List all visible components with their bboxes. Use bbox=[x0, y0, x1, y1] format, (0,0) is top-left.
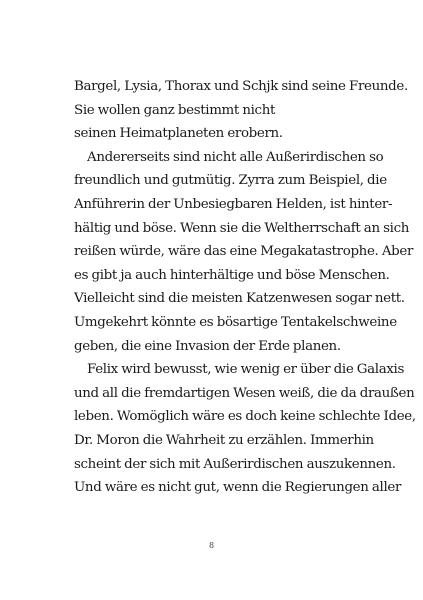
text-line: scheint der sich mit Außerirdischen auszukennen. bbox=[74, 456, 396, 472]
text-line: freundlich und gutmütig. Zyrra zum Beispiel, die bbox=[74, 173, 387, 189]
text-line: Vielleicht sind die meisten Katzenwesen sogar nett. bbox=[74, 291, 405, 307]
text-line: leben. Womöglich wäre es doch keine schlechte Idee, bbox=[74, 409, 416, 425]
text-line: und all die fremdartigen Wesen weiß, die da draußen bbox=[74, 385, 415, 401]
paragraph-start-line: Andererseits sind nicht alle Außerirdischen so bbox=[87, 149, 384, 165]
text-line: es gibt ja auch hinterhältige und böse Menschen. bbox=[74, 267, 390, 283]
text-line: Anführerin der Unbesiegbaren Helden, ist hinter- bbox=[74, 196, 393, 212]
text-line: reißen würde, wäre das eine Megakatastrophe. Aber bbox=[74, 244, 413, 260]
text-line: Sie wollen ganz bestimmt nicht bbox=[74, 102, 275, 118]
text-line: Dr. Moron die Wahrheit zu erzählen. Immerhin bbox=[74, 432, 374, 448]
text-line: Bargel, Lysia, Thorax und Schjk sind seine Freunde. bbox=[74, 79, 408, 94]
body-text bbox=[74, 75, 416, 500]
paragraph-start-line: Felix wird bewusst, wie wenig er über die Galaxis bbox=[87, 362, 404, 378]
text-line: geben, die eine Invasion der Erde planen. bbox=[74, 338, 341, 354]
text-line: Und wäre es nicht gut, wenn die Regierungen aller bbox=[74, 480, 402, 496]
page-number: 8 bbox=[208, 541, 215, 550]
text-line: Umgekehrt könnte es bösartige Tentakelschweine bbox=[74, 314, 397, 330]
text-line: seinen Heimatplaneten erobern. bbox=[74, 126, 283, 142]
text-line: hältig und böse. Wenn sie die Weltherrschaft an sich bbox=[74, 220, 409, 236]
